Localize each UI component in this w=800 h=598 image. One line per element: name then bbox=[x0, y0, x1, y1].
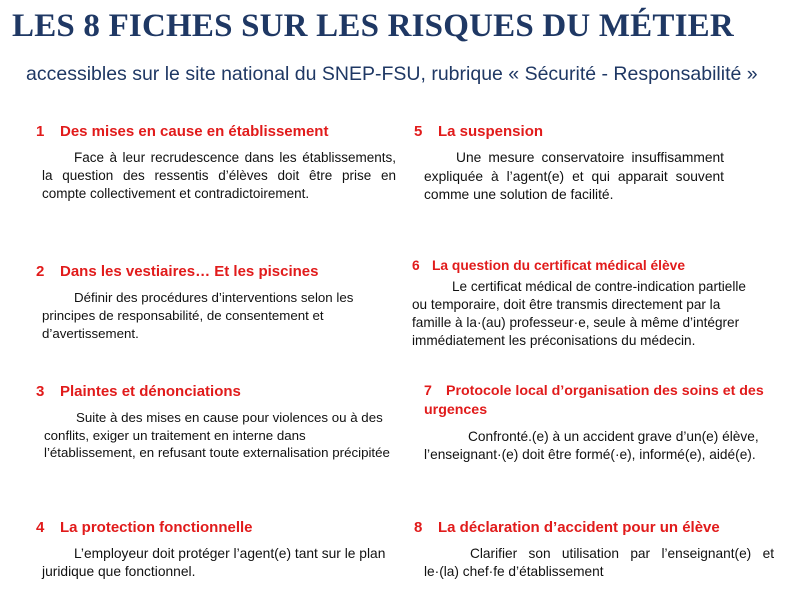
fiche-number: 1 bbox=[36, 123, 45, 140]
page-subtitle: accessibles sur le site national du SNEP-FSU, rubrique « Sécurité - Responsabilité » bbox=[26, 63, 758, 85]
fiche-title: Dans les vestiaires… Et les piscines bbox=[60, 263, 319, 280]
fiche-7-text: Confronté.(e) à un accident grave d’un(e) élève, l’enseignant·(e) doit être formé(·e), informé(e), aidé(e). bbox=[424, 429, 759, 462]
fiche-7-heading bbox=[412, 382, 792, 420]
fiche-title: La suspension bbox=[438, 123, 544, 140]
fiche-3-text: Suite à des mises en cause pour violences ou à des conflits, exiger un traitement en interne dans l’établissement, en refusant toute externalisation précipitée bbox=[44, 410, 390, 460]
fiche-number: 7 bbox=[424, 383, 432, 399]
fiche-6-text: Le certificat médical de contre-indication partielle ou temporaire, doit être transmis directement par la famille à la·(au) professeur·e, seule à même d’intégrer immédiatement les préconisations du médecin. bbox=[412, 279, 746, 348]
fiche-5 bbox=[414, 122, 786, 205]
fiche-8-heading bbox=[414, 518, 786, 537]
fiche-2-heading bbox=[36, 262, 396, 281]
fiche-5-text: Une mesure conservatoire insuffisamment expliquée à l’agent(e) et qui apparait souvent comme une solution de facilité. bbox=[424, 150, 724, 202]
fiche-title: La protection fonctionnelle bbox=[60, 519, 253, 536]
fiche-title: Protocole local d’organisation des soins et des urgences bbox=[424, 383, 764, 418]
fiche-number: 6 bbox=[412, 258, 420, 273]
fiche-4 bbox=[36, 518, 396, 581]
fiche-3 bbox=[36, 382, 396, 462]
fiche-5-heading bbox=[414, 122, 786, 141]
fiche-8 bbox=[414, 518, 786, 581]
fiche-1-text: Face à leur recrudescence dans les établissements, la question des ressentis d’élèves doit être prise en compte collectivement et contradictoirement. bbox=[42, 150, 396, 201]
fiche-title: Plaintes et dénonciations bbox=[60, 383, 241, 400]
fiche-2-text: Définir des procédures d’interventions selon les principes de responsabilité, de consentement et d’avertissement. bbox=[42, 290, 354, 341]
fiche-title: La déclaration d’accident pour un élève bbox=[438, 519, 720, 536]
fiche-4-text: L’employeur doit protéger l’agent(e) tant sur le plan juridique que fonctionnel. bbox=[42, 546, 386, 579]
fiche-number: 8 bbox=[414, 519, 423, 536]
fiche-1 bbox=[36, 122, 396, 203]
fiche-number: 3 bbox=[36, 383, 45, 400]
fiche-1-heading bbox=[36, 122, 396, 141]
page-title: LES 8 FICHES SUR LES RISQUES DU MÉTIER bbox=[12, 8, 734, 44]
fiche-4-heading bbox=[36, 518, 396, 537]
fiche-2 bbox=[36, 262, 396, 343]
fiche-6 bbox=[412, 256, 792, 350]
fiche-title: Des mises en cause en établissement bbox=[60, 123, 329, 140]
fiche-title: La question du certificat médical élève bbox=[432, 258, 686, 273]
fiche-3-heading bbox=[36, 382, 396, 401]
fiche-7 bbox=[412, 382, 792, 463]
fiche-6-heading bbox=[412, 256, 792, 275]
fiche-number: 5 bbox=[414, 123, 423, 140]
fiche-8-text: Clarifier son utilisation par l’enseignant(e) et le·(la) chef·fe d’établissement bbox=[424, 546, 774, 579]
fiche-number: 2 bbox=[36, 263, 45, 280]
fiche-number: 4 bbox=[36, 519, 45, 536]
